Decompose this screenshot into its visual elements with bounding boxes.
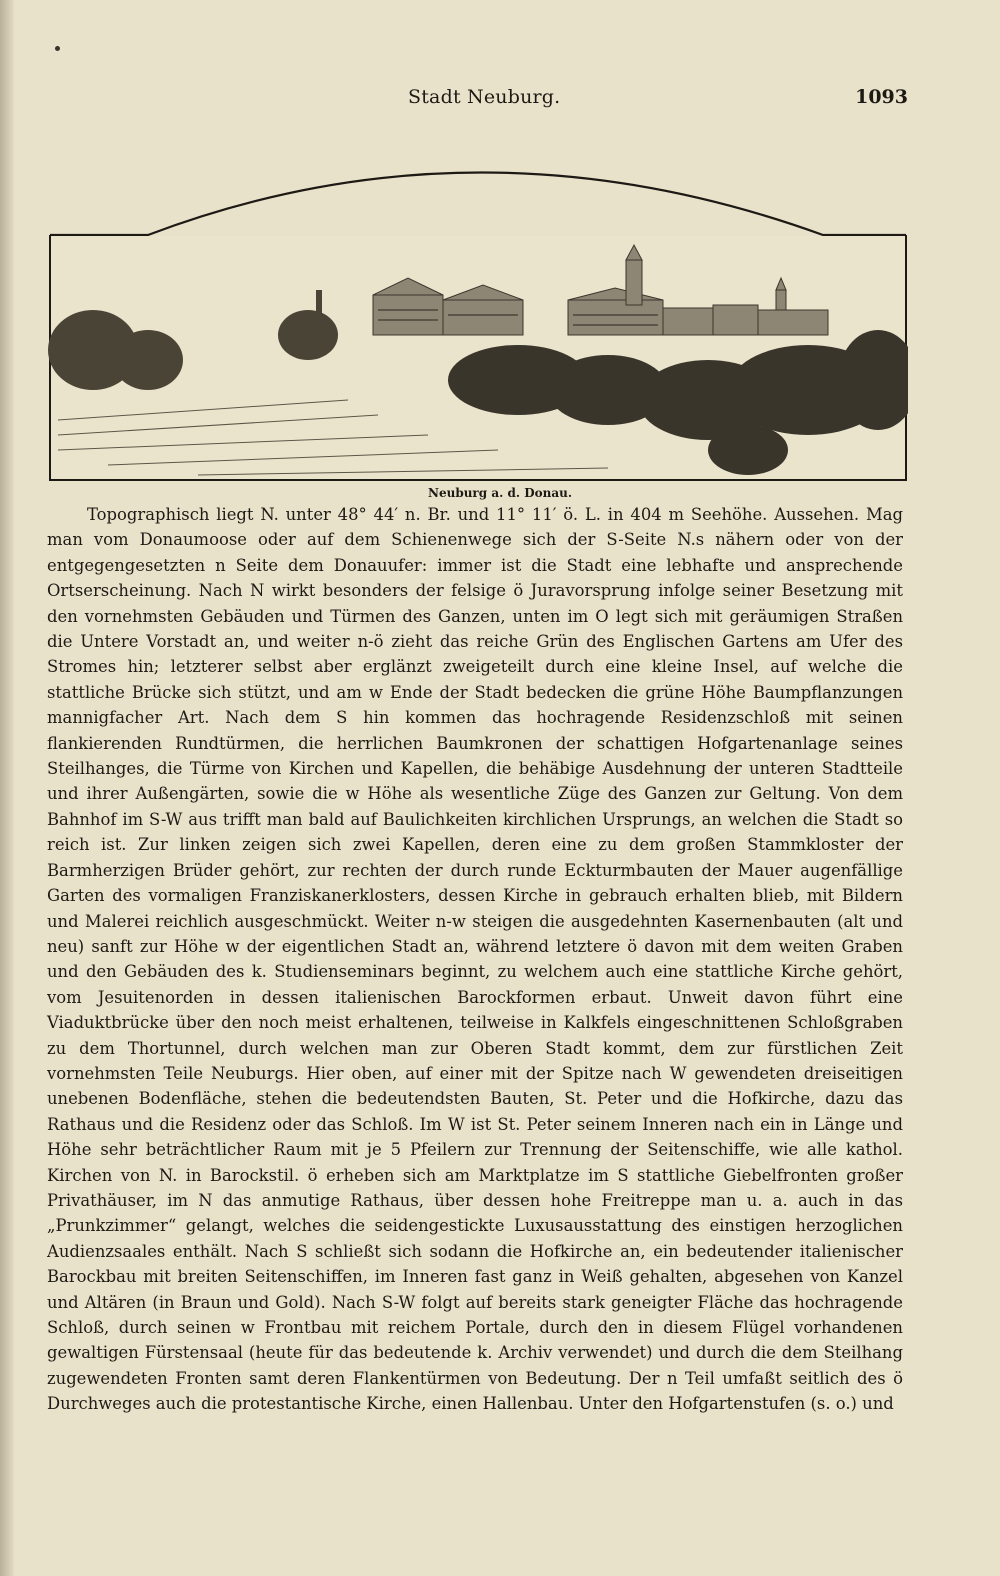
figure-caption: Neuburg a. d. Donau. <box>427 486 573 500</box>
running-title: Stadt Neuburg. <box>408 86 561 108</box>
ink-dot <box>55 46 60 51</box>
city-view-engraving <box>48 150 908 485</box>
page-number: 1093 <box>855 86 908 108</box>
body-paragraph: Topographisch liegt N. unter 48° 44′ n. Br. und 11° 11′ ö. L. in 404 m Seehöhe. Aussehen. Mag man vom Donaumoose oder auf dem Schienenwege sich der S-Seite N.s nähern oder von der entgegengesetzten n Seite dem Donauufer: immer ist die Stadt eine lebhafte und ansprechende Ortserscheinung. Nach N wirkt besonders der felsige ö Juravorsprung infolge seiner Besetzung mit den vornehmsten Gebäuden und Türmen des Ganzen, unten im O legt sich mit geräumigen Straßen die Untere Vorstadt an, und weiter n-ö zieht das reiche Grün des Englischen Gartens am Ufer des Stromes hin; letzterer selbst aber erglänzt zweigeteilt durch eine kleine Insel, auf welche die stattliche Brücke sich stützt, und am w Ende der Stadt bedecken die grüne Höhe Baumpflanzungen mannigfacher Art. Nach dem S hin kommen das hochragende Residenzschloß mit seinen flankierenden Rundtürmen, die herrlichen Baumkronen der schattigen Hofgartenanlage seines Steilhanges, die Türme von Kirchen und Kapellen, die behäbige Ausdehnung der unteren Stadtteile und ihrer Außengärten, sowie die w Höhe als wesentliche Züge des Ganzen zur Geltung. Von dem Bahnhof im S-W aus trifft man bald auf Baulichkeiten kirchlichen Ursprungs, an welchen die Stadt so reich ist. Zur linken zeigen sich zwei Kapellen, deren eine zu dem großen Stammkloster der Barmherzigen Brüder gehört, zur rechten der durch runde Eckturmbauten der Mauer augenfällige Garten des vormaligen Franziskanerklosters, dessen Kirche in gebrauch erhalten blieb, mit Bildern und Malerei reichlich ausgeschmückt. Weiter n-w steigen die ausgedehnten Kasernenbauten (alt und neu) sanft zur Höhe w der eigentlichen Stadt an, während letztere ö davon mit dem weiten Graben und den Gebäuden des k. Studienseminars beginnt, zu welchem auch eine stattliche Kirche gehört, vom Jesuitenorden in dessen italienischen Barockformen erbaut. Unweit davon führt eine Viaduktbrücke über den noch meist erhaltenen, teilweise in Kalkfels eingeschnittenen Schloßgraben zu dem Thortunnel, durch welchen man zur Oberen Stadt kommt, dem zur fürstlichen Zeit vornehmsten Teile Neuburgs. Hier oben, auf einer mit der Spitze nach W gewendeten dreiseitigen unebenen Bodenfläche, stehen die bedeutendsten Bauten, St. Peter und die Hofkirche, dazu das Rathaus und die Residenz oder das Schloß. Im W ist St. Peter seinem Inneren nach ein in Länge und Höhe sehr beträchtlicher Raum mit je 5 Pfeilern zur Trennung der Seitenschiffe, wie alle kathol. Kirchen von N. in Barockstil. ö erheben sich am Marktplatze im S stattliche Giebelfronten großer Privathäuser, im N das anmutige Rathaus, über dessen hohe Freitreppe man u. a. auch in das „Prunkzimmer“ gelangt, welches die seidengestickte Luxusausstattung des einstigen herzoglichen Audienzsaales enthält. Nach S schließt sich sodann die Hofkirche an, ein bedeutender italienischer Barockbau mit breiten Seitenschiffen, im Inneren fast ganz in Weiß gehalten, abgesehen von Kanzel und Altären (in Braun und Gold). Nach S-W folgt auf bereits stark geneigter Fläche das hochragende Schloß, durch seinen w Frontbau mit reichem Portale, durch den in diesem Flügel vorhandenen gewaltigen Fürstensaal (heute für das bedeutende k. Archiv verwendet) und durch die dem Steilhang zugewendeten Fronten samt deren Flankentürmen von Bedeutung. Der n Teil umfaßt seitlich des ö Durchweges auch die protestantische Kirche, einen Hallenbau. Unter den Hofgartenstufen (s. o.) und <box>47 505 903 1414</box>
body-text <box>47 502 903 1417</box>
running-header <box>0 86 1000 116</box>
page-binding-edge <box>0 0 14 1576</box>
